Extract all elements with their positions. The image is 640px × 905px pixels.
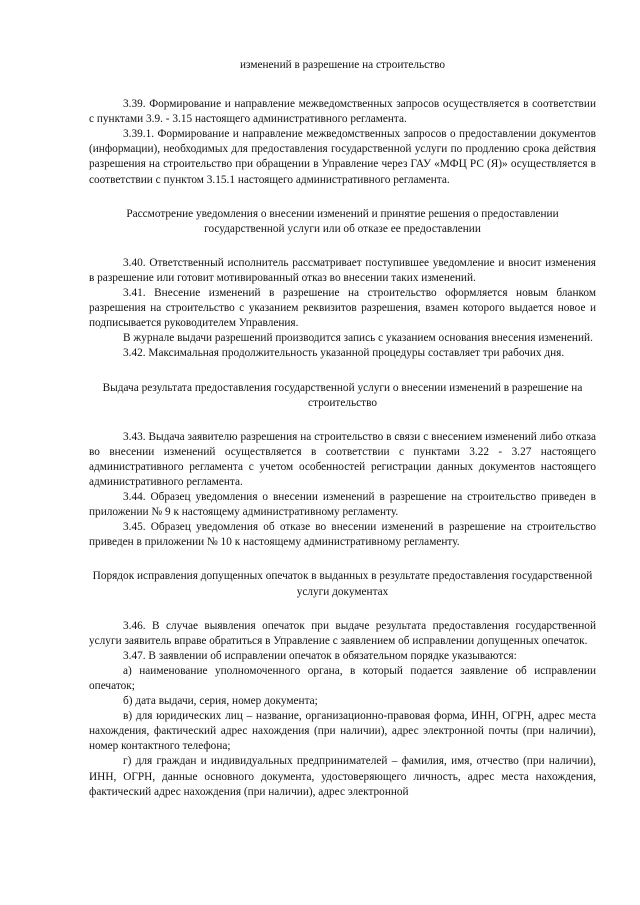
continued-heading: изменений в разрешение на строительство [239,59,446,71]
list-item-b: б) дата выдачи, серия, номер документа; [123,695,318,708]
list-item-v: в) для юридических лиц – название, организационно-правовая форма, ИНН, ОГРН, адрес места нахождения, фактический адрес нахождения (при наличии), адрес электронной почты (при наличии), номер контактного телефона; [89,710,596,753]
paragraph-3-47: 3.47. В заявлении об исправлении опечаток в обязательном порядке указываются: [123,649,517,662]
paragraph-3-39: 3.39. Формирование и направление межведомственных запросов осуществляется в соответствии с пунктами 3.9. - 3.15 настоящего административного регламента. [89,98,596,126]
section-heading-review: Рассмотрение уведомления о внесении изменений и принятие решения о предоставлении государственной услуги или об отказе ее предоставлении [126,207,559,235]
paragraph-3-43: 3.43. Выдача заявителю разрешения на строительство в связи с внесением изменений либо отказа во внесении изменений осуществляется в соответствии с пунктами 3.22 - 3.27 настоящего административного регламента с учетом особенностей регистрации данных документов настоящего административного регламента. [89,430,596,488]
paragraph-3-39-1: 3.39.1. Формирование и направление межведомственных запросов о предоставлении документов (информации), необходимых для предоставления государственной услуги по продлению срока действия разрешения на строительство при обращении в Управление через ГАУ «МФЦ РС (Я)» осуществляется в соответствии с пунктом 3.15.1 настоящего административного регламента. [89,128,596,186]
list-item-a: а) наименование уполномоченного органа, в который подается заявление об исправлении опечаток; [89,664,596,692]
paragraph-3-42: 3.42. Максимальная продолжительность указанной процедуры составляет три рабочих дня. [123,347,565,360]
paragraph-journal: В журнале выдачи разрешений производится запись с указанием основания внесения изменений. [123,332,593,345]
section-heading-corrections: Порядок исправления допущенных опечаток в выданных в результате предоставления государственной услуги документах [92,570,593,598]
paragraph-3-45: 3.45. Образец уведомления об отказе во внесении изменений в разрешение на строительство приведен в приложении № 10 к настоящему административному регламенту. [89,521,596,549]
paragraph-3-41: 3.41. Внесение изменений в разрешение на строительство оформляется новым бланком разрешения на строительство с указанием реквизитов разрешения, взамен которого выдается новое и подписывается руководителем Управления. [89,287,596,330]
list-item-g: г) для граждан и индивидуальных предпринимателей – фамилия, имя, отчество (при наличии), ИНН, ОГРН, данные основного документа, удостоверяющего личность, адрес места нахождения, фактический адрес нахождения (при наличии), адрес электронной [89,755,596,798]
paragraph-3-44: 3.44. Образец уведомления о внесении изменений в разрешение на строительство приведен в приложении № 9 к настоящему административному регламенту. [89,491,596,519]
section-heading-issuance: Выдача результата предоставления государственной услуги о внесении изменений в разрешение на строительство [102,381,583,409]
paragraph-3-46: 3.46. В случае выявления опечаток при выдаче результата предоставления государственной услуги заявитель вправе обратиться в Управление с заявлением об исправлении допущенных опечаток. [89,619,596,647]
paragraph-3-40: 3.40. Ответственный исполнитель рассматривает поступившее уведомление и вносит изменения в разрешение или готовит мотивированный отказ во внесении таких изменений. [89,256,596,284]
